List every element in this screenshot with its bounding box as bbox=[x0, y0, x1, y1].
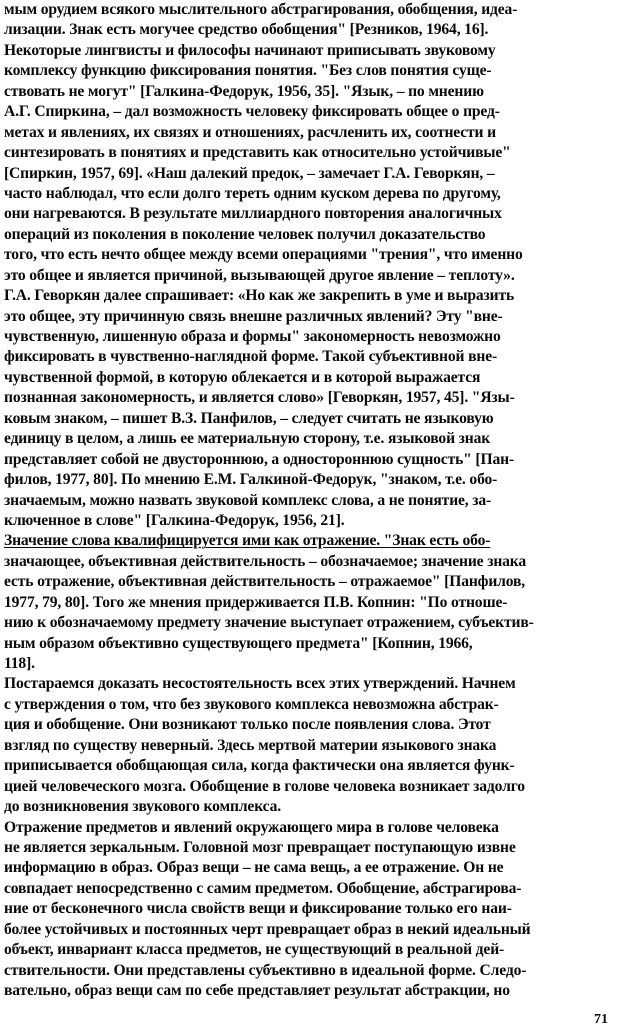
text-line: цией человеческого мозга. Обобщение в голове человека возникает задолго bbox=[4, 777, 525, 795]
text-line: взгляд по существу неверный. Здесь мертвой материи языкового знака bbox=[4, 736, 497, 754]
text-line: есть отражение, объективная действительность – отражаемое" [Панфилов, bbox=[4, 573, 526, 591]
text-line: Г.А. Геворкян далее спрашивает: «Но как же закрепить в уме и выразить bbox=[4, 287, 515, 305]
text-line: синтезировать в понятиях и представить как относительно устойчивые" bbox=[4, 144, 511, 162]
text-line: 118]. bbox=[4, 655, 35, 672]
text-line: они нагреваются. В результате миллиардного повторения аналогичных bbox=[4, 205, 502, 223]
text-line: приписывается обобщающая сила, когда фактически она является функ- bbox=[4, 757, 515, 775]
page-text bbox=[4, 0, 614, 1022]
text-line: того, что есть нечто общее между всеми операциями "трения", что именно bbox=[4, 246, 523, 264]
text-line: операций из поколения в поколение человек получил доказательство bbox=[4, 225, 486, 243]
text-line: комплексу функцию фиксирования понятия. "Без слов понятия суще- bbox=[4, 62, 492, 80]
text-line: филов, 1977, 80]. По мнению Е.М. Галкиной-Федорук, "знаком, т.е. обо- bbox=[4, 471, 498, 489]
text-line: познанная закономерность, и является слово» [Геворкян, 1957, 45]. "Язы- bbox=[4, 389, 515, 407]
text-line bbox=[4, 1001, 614, 1021]
text-line-underlined: Значение слова квалифицируется ими как отражение. "Знак есть обо- bbox=[4, 532, 491, 550]
text-line: 1977, 79, 80]. Того же мнения придерживается П.В. Копнин: "По отноше- bbox=[4, 593, 508, 611]
text-line: это общее и является причиной, вызывающей другое явление – теплоту». bbox=[4, 266, 515, 284]
text-line: мым орудием всякого мыслительного абстрагирования, обобщения, идеа- bbox=[4, 1, 518, 18]
text-line: это общее, эту причинную связь внешне различных явлений? Эту "вне- bbox=[4, 307, 503, 325]
text-line: Постараемся доказать несостоятельность всех этих утверждений. Начнем bbox=[4, 675, 516, 693]
text-line: совпадает непосредственно с самим предметом. Обобщение, абстрагирова- bbox=[4, 879, 522, 897]
text-line: лизации. Знак есть могучее средство обобщения" [Резников, 1964, 16]. bbox=[4, 21, 489, 39]
text-line: чувственную, лишенную образа и формы" закономерность невозможно bbox=[4, 328, 501, 345]
text-line: информацию в образ. Образ вещи – не сама вещь, а ее отражение. Он не bbox=[4, 859, 504, 877]
text-line: более устойчивых и постоянных черт превращает образ в некий идеальный bbox=[4, 920, 531, 938]
text-line: Отражение предметов и явлений окружающего мира в голове человека bbox=[4, 818, 499, 836]
text-line: чувственной формой, в которую облекается и в которой выражается bbox=[4, 368, 481, 386]
text-line: до возникновения звукового комплекса. bbox=[4, 798, 282, 816]
text-line: [Спиркин, 1957, 69]. «Наш далекий предок, – замечает Г.А. Геворкян, – bbox=[4, 164, 495, 182]
text-line: нию к обозначаемому предмету значение выступает отражением, субъектив- bbox=[4, 614, 534, 632]
text-line: ствительности. Они представлены субъективно в идеальной форме. Следо- bbox=[4, 961, 527, 979]
text-line: представляет собой не двустороннюю, а одностороннюю сущность" [Пан- bbox=[4, 450, 514, 468]
text-line: А.Г. Спиркина, – дал возможность человеку фиксировать общее о пред- bbox=[4, 103, 500, 121]
text-line: ствовать не могут" [Галкина-Федорук, 1956, 35]. "Язык, – по мнению bbox=[4, 82, 484, 100]
text-line: объект, инвариант класса предметов, не существующий в реальной дей- bbox=[4, 941, 505, 959]
page-number: 71 bbox=[594, 1012, 608, 1027]
text-line: с утверждения о том, что без звукового комплекса невозможна абстрак- bbox=[4, 695, 499, 713]
text-line: значаемым, можно назвать звуковой комплекс слова, а не понятие, за- bbox=[4, 491, 492, 509]
text-line: часто наблюдал, что если долго тереть одним куском дерева по другому, bbox=[4, 184, 501, 202]
text-line: единицу в целом, а лишь ее материальную сторону, т.е. языковой знак bbox=[4, 430, 491, 448]
text-line: значающее, объективная действительность – обозначаемое; значение знака bbox=[4, 552, 527, 570]
text-line: ключенное в слове" [Галкина-Федорук, 1956, 21]. bbox=[4, 511, 345, 529]
text-line: Некоторые лингвисты и философы начинают приписывать звуковому bbox=[4, 41, 496, 59]
text-line: ковым знаком, – пишет В.З. Панфилов, – следует считать не языковую bbox=[4, 409, 494, 427]
text-line: ние от бесконечного числа свойств вещи и фиксирование только его наи- bbox=[4, 900, 512, 918]
text-line: ция и обобщение. Они возникают только после появления слова. Этот bbox=[4, 716, 491, 734]
text-line: метах и явлениях, их связях и отношениях, расчленить их, соотнести и bbox=[4, 123, 496, 141]
text-line: вательно, образ вещи сам по себе представляет результат абстракции, но bbox=[4, 982, 510, 999]
text-line: ным образом объективно существующего предмета" [Копнин, 1966, bbox=[4, 634, 473, 652]
text-line: не является зеркальным. Головной мозг превращает поступающую извне bbox=[4, 838, 516, 856]
text-line: фиксировать в чувственно-наглядной форме. Такой субъективной вне- bbox=[4, 348, 498, 366]
